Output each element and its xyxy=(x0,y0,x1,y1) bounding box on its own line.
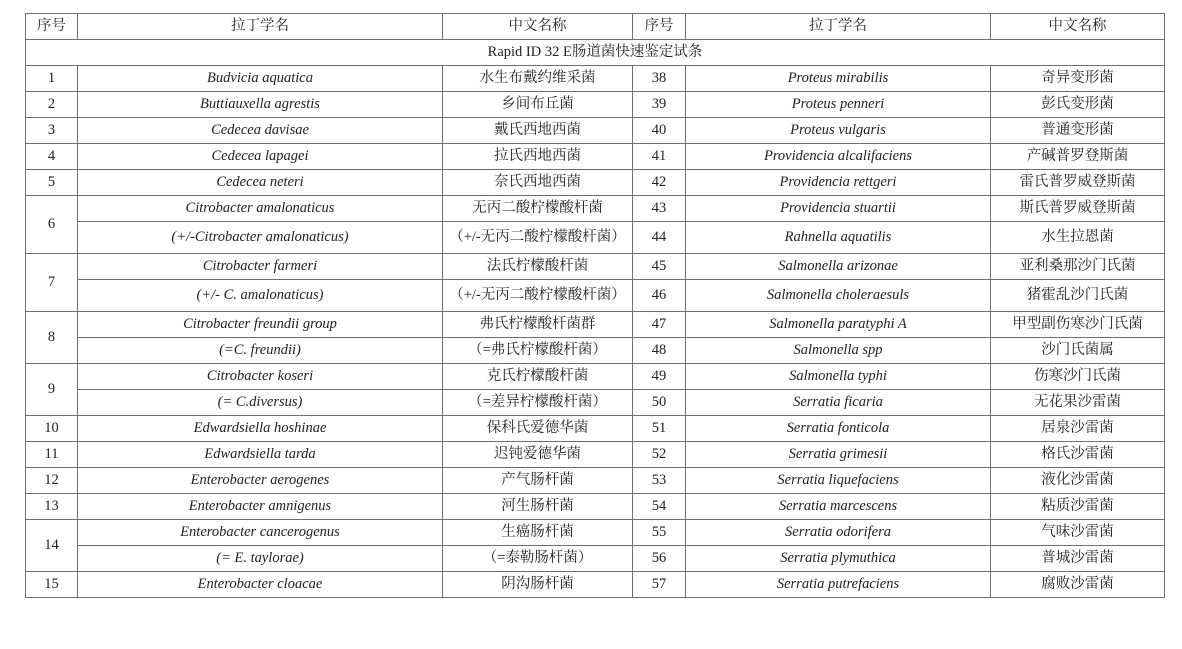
left-chinese-cell: （=泰勒肠杆菌） xyxy=(443,546,633,572)
header-cell-chinese-right: 中文名称 xyxy=(991,14,1165,40)
right-chinese-cell: 粘质沙雷菌 xyxy=(991,494,1165,520)
right-num-cell: 45 xyxy=(633,254,686,280)
header-row xyxy=(26,14,1165,40)
right-num-cell: 51 xyxy=(633,416,686,442)
table-row xyxy=(26,494,1165,520)
right-num-cell: 43 xyxy=(633,196,686,222)
left-chinese-cell: 水生布戴约维采菌 xyxy=(443,66,633,92)
right-latin-cell: Salmonella typhi xyxy=(686,364,991,390)
right-latin-cell: Serratia odorifera xyxy=(686,520,991,546)
table-row xyxy=(26,312,1165,338)
left-latin-cell: Cedecea davisae xyxy=(78,118,443,144)
right-latin-cell: Salmonella spp xyxy=(686,338,991,364)
left-chinese-cell: 迟钝爱德华菌 xyxy=(443,442,633,468)
right-latin-cell: Salmonella choleraesuls xyxy=(686,280,991,312)
right-chinese-cell: 雷氏普罗威登斯菌 xyxy=(991,170,1165,196)
left-num-cell: 9 xyxy=(26,364,78,416)
table-row xyxy=(26,254,1165,280)
right-latin-cell: Serratia liquefaciens xyxy=(686,468,991,494)
right-chinese-cell: 腐败沙雷菌 xyxy=(991,572,1165,598)
table-row xyxy=(26,520,1165,546)
left-latin-cell: Citrobacter freundii group xyxy=(78,312,443,338)
left-chinese-cell: 弗氏柠檬酸杆菌群 xyxy=(443,312,633,338)
table-row xyxy=(26,280,1165,312)
table-row xyxy=(26,546,1165,572)
right-latin-cell: Providencia alcalifaciens xyxy=(686,144,991,170)
right-latin-cell: Serratia plymuthica xyxy=(686,546,991,572)
left-latin-cell: Citrobacter farmeri xyxy=(78,254,443,280)
header-cell-latin-right: 拉丁学名 xyxy=(686,14,991,40)
right-chinese-cell: 格氏沙雷菌 xyxy=(991,442,1165,468)
left-num-cell: 15 xyxy=(26,572,78,598)
left-chinese-cell: 戴氏西地西菌 xyxy=(443,118,633,144)
left-latin-cell: Edwardsiella tarda xyxy=(78,442,443,468)
header-cell-num-left: 序号 xyxy=(26,14,78,40)
left-latin-cell: Enterobacter cloacae xyxy=(78,572,443,598)
right-chinese-cell: 猪霍乱沙门氏菌 xyxy=(991,280,1165,312)
right-latin-cell: Serratia fonticola xyxy=(686,416,991,442)
right-chinese-cell: 居泉沙雷菌 xyxy=(991,416,1165,442)
table-row xyxy=(26,442,1165,468)
left-chinese-cell: 保科氏爱德华菌 xyxy=(443,416,633,442)
left-latin-cell: Citrobacter amalonaticus xyxy=(78,196,443,222)
left-chinese-cell: （+/-无丙二酸柠檬酸杆菌） xyxy=(443,280,633,312)
right-latin-cell: Providencia stuartii xyxy=(686,196,991,222)
right-num-cell: 53 xyxy=(633,468,686,494)
left-num-cell: 11 xyxy=(26,442,78,468)
right-num-cell: 42 xyxy=(633,170,686,196)
right-num-cell: 38 xyxy=(633,66,686,92)
right-num-cell: 44 xyxy=(633,222,686,254)
right-num-cell: 57 xyxy=(633,572,686,598)
header-cell-latin-left: 拉丁学名 xyxy=(78,14,443,40)
right-num-cell: 46 xyxy=(633,280,686,312)
left-latin-cell: (= E. taylorae) xyxy=(78,546,443,572)
left-chinese-cell: （=差异柠檬酸杆菌） xyxy=(443,390,633,416)
right-num-cell: 54 xyxy=(633,494,686,520)
right-latin-cell: Proteus penneri xyxy=(686,92,991,118)
table-row xyxy=(26,416,1165,442)
right-latin-cell: Proteus vulgaris xyxy=(686,118,991,144)
left-num-cell: 2 xyxy=(26,92,78,118)
species-table-body xyxy=(26,14,1165,598)
left-num-cell: 10 xyxy=(26,416,78,442)
left-chinese-cell: 无丙二酸柠檬酸杆菌 xyxy=(443,196,633,222)
left-num-cell: 1 xyxy=(26,66,78,92)
right-chinese-cell: 普城沙雷菌 xyxy=(991,546,1165,572)
header-cell-num-right: 序号 xyxy=(633,14,686,40)
left-chinese-cell: 生癌肠杆菌 xyxy=(443,520,633,546)
left-latin-cell: (= C.diversus) xyxy=(78,390,443,416)
right-num-cell: 39 xyxy=(633,92,686,118)
right-chinese-cell: 气味沙雷菌 xyxy=(991,520,1165,546)
right-chinese-cell: 甲型副伤寒沙门氏菌 xyxy=(991,312,1165,338)
right-chinese-cell: 亚利桑那沙门氏菌 xyxy=(991,254,1165,280)
right-chinese-cell: 水生拉恩菌 xyxy=(991,222,1165,254)
left-latin-cell: Budvicia aquatica xyxy=(78,66,443,92)
right-chinese-cell: 产碱普罗登斯菌 xyxy=(991,144,1165,170)
right-chinese-cell: 沙门氏菌属 xyxy=(991,338,1165,364)
table-row xyxy=(26,364,1165,390)
left-latin-cell: Enterobacter aerogenes xyxy=(78,468,443,494)
left-num-cell: 5 xyxy=(26,170,78,196)
left-latin-cell: Enterobacter cancerogenus xyxy=(78,520,443,546)
left-latin-cell: Cedecea lapagei xyxy=(78,144,443,170)
left-chinese-cell: 拉氏西地西菌 xyxy=(443,144,633,170)
left-num-cell: 7 xyxy=(26,254,78,312)
right-latin-cell: Serratia ficaria xyxy=(686,390,991,416)
header-cell-chinese-left: 中文名称 xyxy=(443,14,633,40)
left-chinese-cell: 河生肠杆菌 xyxy=(443,494,633,520)
right-latin-cell: Salmonella paratyphi A xyxy=(686,312,991,338)
table-row xyxy=(26,222,1165,254)
left-latin-cell: (=C. freundii) xyxy=(78,338,443,364)
right-latin-cell: Serratia putrefaciens xyxy=(686,572,991,598)
section-title: Rapid ID 32 E肠道菌快速鉴定试条 xyxy=(26,40,1165,66)
right-num-cell: 49 xyxy=(633,364,686,390)
left-num-cell: 6 xyxy=(26,196,78,254)
right-chinese-cell: 普通变形菌 xyxy=(991,118,1165,144)
section-title-row xyxy=(26,40,1165,66)
table-row xyxy=(26,144,1165,170)
right-chinese-cell: 奇异变形菌 xyxy=(991,66,1165,92)
table-row xyxy=(26,196,1165,222)
left-latin-cell: Edwardsiella hoshinae xyxy=(78,416,443,442)
right-num-cell: 48 xyxy=(633,338,686,364)
right-latin-cell: Salmonella arizonae xyxy=(686,254,991,280)
right-chinese-cell: 斯氏普罗威登斯菌 xyxy=(991,196,1165,222)
right-chinese-cell: 伤寒沙门氏菌 xyxy=(991,364,1165,390)
left-latin-cell: (+/- C. amalonaticus) xyxy=(78,280,443,312)
left-chinese-cell: （=弗氏柠檬酸杆菌） xyxy=(443,338,633,364)
right-latin-cell: Serratia marcescens xyxy=(686,494,991,520)
left-chinese-cell: 阴沟肠杆菌 xyxy=(443,572,633,598)
left-chinese-cell: 克氏柠檬酸杆菌 xyxy=(443,364,633,390)
left-chinese-cell: 产气肠杆菌 xyxy=(443,468,633,494)
right-chinese-cell: 无花果沙雷菌 xyxy=(991,390,1165,416)
right-num-cell: 55 xyxy=(633,520,686,546)
left-num-cell: 14 xyxy=(26,520,78,572)
table-row xyxy=(26,118,1165,144)
left-latin-cell: (+/-Citrobacter amalonaticus) xyxy=(78,222,443,254)
left-latin-cell: Citrobacter koseri xyxy=(78,364,443,390)
right-num-cell: 41 xyxy=(633,144,686,170)
left-num-cell: 13 xyxy=(26,494,78,520)
left-chinese-cell: 奈氏西地西菌 xyxy=(443,170,633,196)
left-chinese-cell: 法氏柠檬酸杆菌 xyxy=(443,254,633,280)
right-latin-cell: Proteus mirabilis xyxy=(686,66,991,92)
left-num-cell: 3 xyxy=(26,118,78,144)
right-latin-cell: Rahnella aquatilis xyxy=(686,222,991,254)
left-chinese-cell: （+/-无丙二酸柠檬酸杆菌） xyxy=(443,222,633,254)
right-num-cell: 52 xyxy=(633,442,686,468)
left-latin-cell: Enterobacter amnigenus xyxy=(78,494,443,520)
right-latin-cell: Providencia rettgeri xyxy=(686,170,991,196)
left-latin-cell: Cedecea neteri xyxy=(78,170,443,196)
right-num-cell: 50 xyxy=(633,390,686,416)
right-num-cell: 40 xyxy=(633,118,686,144)
table-row xyxy=(26,390,1165,416)
table-row xyxy=(26,170,1165,196)
left-num-cell: 4 xyxy=(26,144,78,170)
left-num-cell: 8 xyxy=(26,312,78,364)
table-row xyxy=(26,92,1165,118)
species-table xyxy=(25,13,1165,598)
right-chinese-cell: 液化沙雷菌 xyxy=(991,468,1165,494)
right-chinese-cell: 彭氏变形菌 xyxy=(991,92,1165,118)
right-num-cell: 47 xyxy=(633,312,686,338)
right-latin-cell: Serratia grimesii xyxy=(686,442,991,468)
table-row xyxy=(26,66,1165,92)
table-row xyxy=(26,468,1165,494)
left-num-cell: 12 xyxy=(26,468,78,494)
table-row xyxy=(26,572,1165,598)
table-row xyxy=(26,338,1165,364)
left-chinese-cell: 乡间布丘菌 xyxy=(443,92,633,118)
right-num-cell: 56 xyxy=(633,546,686,572)
left-latin-cell: Buttiauxella agrestis xyxy=(78,92,443,118)
